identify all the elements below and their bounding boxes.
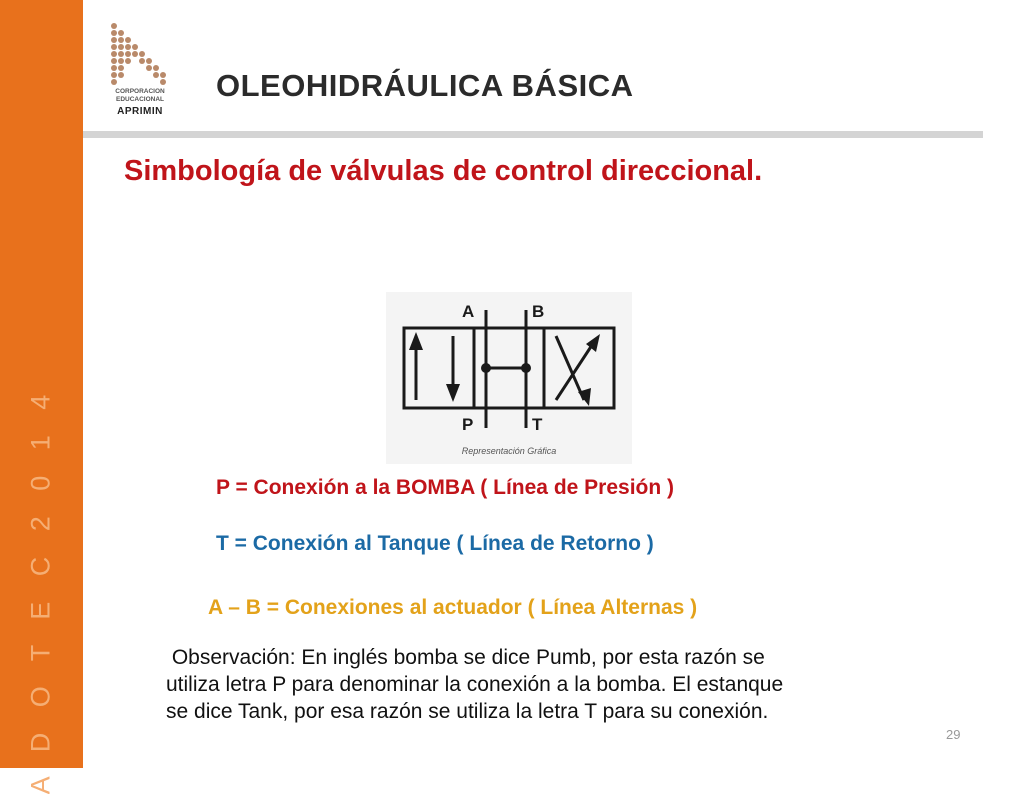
- logo-brand: APRIMIN: [117, 106, 163, 117]
- logo-line2: EDUCACIONAL: [115, 96, 165, 103]
- observation-paragraph: [166, 644, 946, 725]
- middle-junction-a: [481, 363, 491, 373]
- page-number: 29: [946, 727, 961, 742]
- logo-icon: [104, 20, 176, 120]
- page-title: OLEOHIDRÁULICA BÁSICA: [216, 68, 634, 103]
- sidebar-vertical-text: A D O T E C 2 0 1 4: [25, 385, 56, 794]
- port-label-p: P: [462, 415, 474, 434]
- port-label-a: A: [462, 302, 475, 321]
- logo-line1: CORPORACION: [115, 88, 165, 95]
- sidebar: [0, 0, 83, 794]
- port-label-t: T: [532, 415, 543, 434]
- port-label-b: B: [532, 302, 545, 321]
- observation-line-1: Observación: En inglés bomba se dice Pumb, por esta razón se: [166, 646, 765, 669]
- directional-valve-symbol: [386, 292, 632, 464]
- legend-line-p: P = Conexión a la BOMBA ( Línea de Presión ): [216, 476, 675, 499]
- diagram-caption: Representación Gráfica: [461, 446, 557, 456]
- observation-line-3: se dice Tank, por esa razón se utiliza la letra T para su conexión.: [166, 700, 769, 723]
- symbol-background: [386, 292, 632, 464]
- slide-subtitle: Simbología de válvulas de control direccional.: [124, 155, 763, 187]
- observation-line-2: utiliza letra P para denominar la conexión a la bomba. El estanque: [166, 673, 784, 696]
- header-divider: [83, 131, 983, 138]
- middle-junction-b: [521, 363, 531, 373]
- logo-text: [104, 88, 176, 104]
- legend-line-t: T = Conexión al Tanque ( Línea de Retorno ): [216, 532, 654, 555]
- legend-line-ab: A – B = Conexiones al actuador ( Línea Alternas ): [208, 596, 698, 619]
